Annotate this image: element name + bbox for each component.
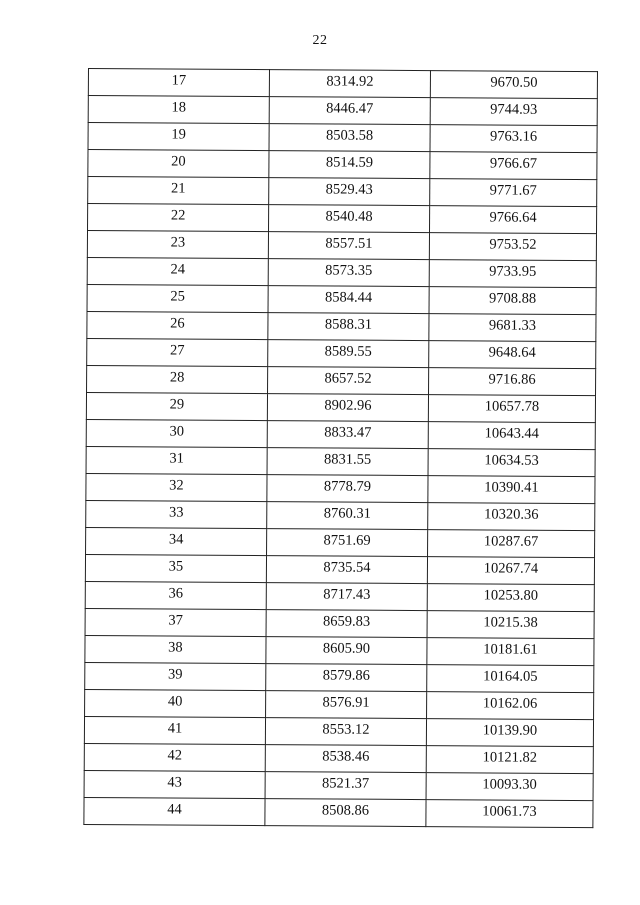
table-row bbox=[88, 177, 597, 207]
table-row bbox=[86, 392, 595, 422]
row-index-cell bbox=[84, 770, 265, 798]
value-a-cell bbox=[266, 556, 427, 584]
cell-text: 8314.92 bbox=[326, 73, 374, 90]
value-b-cell bbox=[427, 557, 594, 585]
cell-text: 31 bbox=[169, 450, 184, 467]
row-index-cell bbox=[85, 635, 266, 663]
row-index-cell bbox=[86, 392, 267, 420]
cell-text: 26 bbox=[170, 315, 185, 332]
table-row bbox=[87, 365, 596, 395]
value-b-cell bbox=[429, 233, 596, 261]
value-a-cell bbox=[269, 97, 430, 125]
cell-text: 9648.64 bbox=[488, 344, 536, 361]
table-row bbox=[88, 123, 597, 153]
cell-text: 10253.80 bbox=[483, 587, 539, 604]
table-row bbox=[87, 338, 596, 368]
row-index-cell bbox=[85, 608, 266, 636]
cell-text: 10061.73 bbox=[482, 803, 537, 820]
cell-text: 19 bbox=[171, 126, 186, 143]
cell-text: 10634.53 bbox=[484, 452, 539, 469]
cell-text: 38 bbox=[168, 639, 183, 656]
row-index-cell bbox=[88, 204, 269, 232]
cell-text: 8831.55 bbox=[324, 451, 372, 468]
cell-text: 8735.54 bbox=[323, 559, 371, 576]
cell-text: 27 bbox=[169, 342, 185, 359]
value-a-cell bbox=[267, 448, 428, 476]
value-b-cell bbox=[426, 773, 593, 801]
value-a-cell bbox=[268, 259, 429, 287]
cell-text: 8573.35 bbox=[325, 262, 373, 279]
table-row bbox=[87, 311, 596, 341]
table-row bbox=[88, 150, 597, 180]
cell-text: 9771.67 bbox=[489, 182, 537, 199]
cell-text: 9708.88 bbox=[488, 290, 537, 307]
cell-text: 8657.52 bbox=[324, 370, 372, 387]
cell-text: 25 bbox=[170, 288, 185, 305]
cell-text: 17 bbox=[171, 72, 187, 89]
cell-text: 30 bbox=[169, 423, 185, 440]
cell-text: 9763.16 bbox=[489, 128, 538, 145]
table-row bbox=[88, 69, 597, 99]
cell-text: 42 bbox=[167, 747, 183, 764]
table-row bbox=[84, 797, 593, 827]
row-index-cell bbox=[88, 150, 269, 178]
value-a-cell bbox=[268, 286, 429, 314]
cell-text: 8717.43 bbox=[323, 586, 371, 603]
table-row bbox=[85, 635, 594, 665]
value-a-cell bbox=[266, 610, 427, 638]
cell-text: 10643.44 bbox=[484, 425, 540, 442]
cell-text: 34 bbox=[168, 531, 184, 548]
cell-text: 40 bbox=[167, 693, 183, 710]
cell-text: 8557.51 bbox=[325, 235, 373, 252]
cell-text: 9753.52 bbox=[489, 236, 537, 253]
table-row bbox=[85, 689, 594, 719]
table-row bbox=[86, 527, 595, 557]
cell-text: 8529.43 bbox=[325, 181, 373, 198]
cell-text: 10164.05 bbox=[483, 668, 538, 685]
value-b-cell bbox=[429, 368, 596, 396]
table-row bbox=[84, 716, 593, 746]
cell-text: 8760.31 bbox=[323, 505, 371, 522]
cell-text: 8751.69 bbox=[323, 532, 371, 549]
value-a-cell bbox=[265, 718, 426, 746]
value-b-cell bbox=[428, 503, 595, 531]
value-a-cell bbox=[267, 502, 428, 530]
cell-text: 36 bbox=[168, 585, 184, 602]
value-b-cell bbox=[427, 638, 594, 666]
cell-text: 8521.37 bbox=[322, 775, 370, 792]
value-a-cell bbox=[265, 745, 426, 773]
value-b-cell bbox=[428, 476, 595, 504]
row-index-cell bbox=[86, 419, 267, 447]
cell-text: 10139.90 bbox=[482, 722, 538, 739]
cell-text: 8446.47 bbox=[326, 100, 374, 117]
cell-text: 10287.67 bbox=[483, 533, 539, 550]
row-index-cell bbox=[87, 231, 268, 259]
value-b-cell bbox=[430, 206, 597, 234]
value-b-cell bbox=[427, 665, 594, 693]
cell-text: 10390.41 bbox=[484, 479, 539, 496]
cell-text: 8540.48 bbox=[325, 208, 373, 225]
value-b-cell bbox=[426, 800, 593, 828]
cell-text: 9716.86 bbox=[488, 371, 536, 388]
cell-text: 24 bbox=[170, 261, 186, 278]
cell-text: 10093.30 bbox=[482, 776, 537, 793]
value-b-cell bbox=[429, 260, 596, 288]
value-a-cell bbox=[268, 313, 429, 341]
value-a-cell bbox=[266, 691, 427, 719]
value-a-cell bbox=[267, 421, 428, 449]
row-index-cell bbox=[86, 527, 267, 555]
table-row bbox=[87, 231, 596, 261]
value-b-cell bbox=[430, 125, 597, 153]
row-index-cell bbox=[87, 365, 268, 393]
table-row bbox=[85, 662, 594, 692]
cell-text: 9766.67 bbox=[489, 155, 538, 172]
cell-text: 9766.64 bbox=[489, 209, 537, 226]
value-a-cell bbox=[269, 124, 430, 152]
table-row bbox=[88, 204, 597, 234]
row-index-cell bbox=[85, 689, 266, 717]
row-index-cell bbox=[84, 743, 265, 771]
row-index-cell bbox=[88, 69, 269, 97]
cell-text: 8508.86 bbox=[321, 802, 370, 819]
row-index-cell bbox=[86, 446, 267, 474]
cell-text: 8588.31 bbox=[324, 316, 373, 333]
row-index-cell bbox=[88, 123, 269, 151]
table-row bbox=[87, 257, 596, 287]
row-index-cell bbox=[87, 338, 268, 366]
value-b-cell bbox=[430, 179, 597, 207]
data-table bbox=[83, 68, 598, 828]
cell-text: 39 bbox=[167, 666, 183, 683]
cell-text: 10181.61 bbox=[483, 641, 538, 658]
cell-text: 35 bbox=[168, 558, 184, 575]
cell-text: 18 bbox=[171, 99, 187, 116]
row-index-cell bbox=[88, 177, 269, 205]
table-row bbox=[84, 743, 593, 773]
table-row bbox=[87, 284, 596, 314]
cell-text: 37 bbox=[168, 612, 183, 629]
value-b-cell bbox=[427, 584, 594, 612]
cell-text: 8576.91 bbox=[322, 694, 370, 711]
table-row bbox=[85, 608, 594, 638]
value-a-cell bbox=[269, 151, 430, 179]
cell-text: 28 bbox=[169, 369, 185, 386]
value-a-cell bbox=[267, 475, 428, 503]
cell-text: 8605.90 bbox=[322, 640, 371, 657]
cell-text: 8503.58 bbox=[325, 127, 374, 144]
value-b-cell bbox=[428, 395, 595, 423]
table-row bbox=[85, 581, 594, 611]
table-body bbox=[84, 69, 598, 828]
value-a-cell bbox=[266, 637, 427, 665]
row-index-cell bbox=[85, 662, 266, 690]
table-row bbox=[88, 96, 597, 126]
cell-text: 41 bbox=[167, 720, 183, 737]
row-index-cell bbox=[85, 554, 266, 582]
row-index-cell bbox=[86, 500, 267, 528]
cell-text: 8584.44 bbox=[324, 289, 373, 306]
value-b-cell bbox=[427, 692, 594, 720]
value-b-cell bbox=[430, 152, 597, 180]
cell-text: 10657.78 bbox=[484, 398, 540, 415]
value-a-cell bbox=[266, 664, 427, 692]
cell-text: 22 bbox=[170, 207, 186, 224]
value-b-cell bbox=[427, 611, 594, 639]
value-a-cell bbox=[269, 178, 430, 206]
value-b-cell bbox=[426, 746, 593, 774]
cell-text: 10267.74 bbox=[483, 560, 539, 577]
row-index-cell bbox=[86, 473, 267, 501]
value-b-cell bbox=[428, 530, 595, 558]
cell-text: 9733.95 bbox=[489, 263, 537, 280]
cell-text: 8514.59 bbox=[325, 154, 374, 171]
cell-text: 29 bbox=[169, 396, 185, 413]
cell-text: 33 bbox=[168, 504, 184, 521]
row-index-cell bbox=[88, 96, 269, 124]
table-row bbox=[85, 554, 594, 584]
row-index-cell bbox=[87, 311, 268, 339]
cell-text: 10162.06 bbox=[482, 695, 538, 712]
cell-text: 8778.79 bbox=[323, 478, 372, 495]
cell-text: 8538.46 bbox=[322, 748, 370, 765]
row-index-cell bbox=[84, 716, 265, 744]
value-b-cell bbox=[430, 98, 597, 126]
value-b-cell bbox=[430, 71, 597, 99]
value-a-cell bbox=[265, 772, 426, 800]
value-b-cell bbox=[429, 341, 596, 369]
cell-text: 10320.36 bbox=[484, 506, 539, 523]
value-b-cell bbox=[426, 719, 593, 747]
cell-text: 8833.47 bbox=[324, 424, 372, 441]
table-row bbox=[86, 419, 595, 449]
cell-text: 8659.83 bbox=[323, 613, 371, 630]
value-a-cell bbox=[268, 367, 429, 395]
value-a-cell bbox=[269, 70, 430, 98]
page-number: 22 bbox=[312, 33, 328, 48]
value-b-cell bbox=[429, 287, 596, 315]
table-row bbox=[86, 473, 595, 503]
cell-text: 23 bbox=[170, 234, 186, 251]
row-index-cell bbox=[85, 581, 266, 609]
cell-text: 20 bbox=[171, 153, 186, 170]
value-a-cell bbox=[266, 583, 427, 611]
cell-text: 9744.93 bbox=[490, 101, 538, 118]
value-a-cell bbox=[267, 394, 428, 422]
cell-text: 10121.82 bbox=[482, 749, 538, 766]
cell-text: 10215.38 bbox=[483, 614, 538, 631]
cell-text: 43 bbox=[167, 774, 182, 791]
table-row bbox=[86, 500, 595, 530]
value-a-cell bbox=[268, 340, 429, 368]
value-b-cell bbox=[429, 314, 596, 342]
cell-text: 8579.86 bbox=[322, 667, 370, 684]
cell-text: 8553.12 bbox=[322, 721, 370, 738]
cell-text: 8902.96 bbox=[324, 397, 372, 414]
cell-text: 9670.50 bbox=[490, 74, 538, 91]
cell-text: 44 bbox=[167, 801, 182, 818]
cell-text: 9681.33 bbox=[488, 317, 537, 334]
cell-text: 32 bbox=[169, 477, 184, 494]
row-index-cell bbox=[84, 797, 265, 825]
value-a-cell bbox=[268, 232, 429, 260]
table-row bbox=[86, 446, 595, 476]
row-index-cell bbox=[87, 284, 268, 312]
value-a-cell bbox=[269, 205, 430, 233]
table-row bbox=[84, 770, 593, 800]
cell-text: 8589.55 bbox=[324, 343, 372, 360]
cell-text: 21 bbox=[170, 180, 186, 197]
value-a-cell bbox=[267, 529, 428, 557]
value-b-cell bbox=[428, 422, 595, 450]
value-a-cell bbox=[265, 799, 426, 827]
value-b-cell bbox=[428, 449, 595, 477]
row-index-cell bbox=[87, 257, 268, 285]
